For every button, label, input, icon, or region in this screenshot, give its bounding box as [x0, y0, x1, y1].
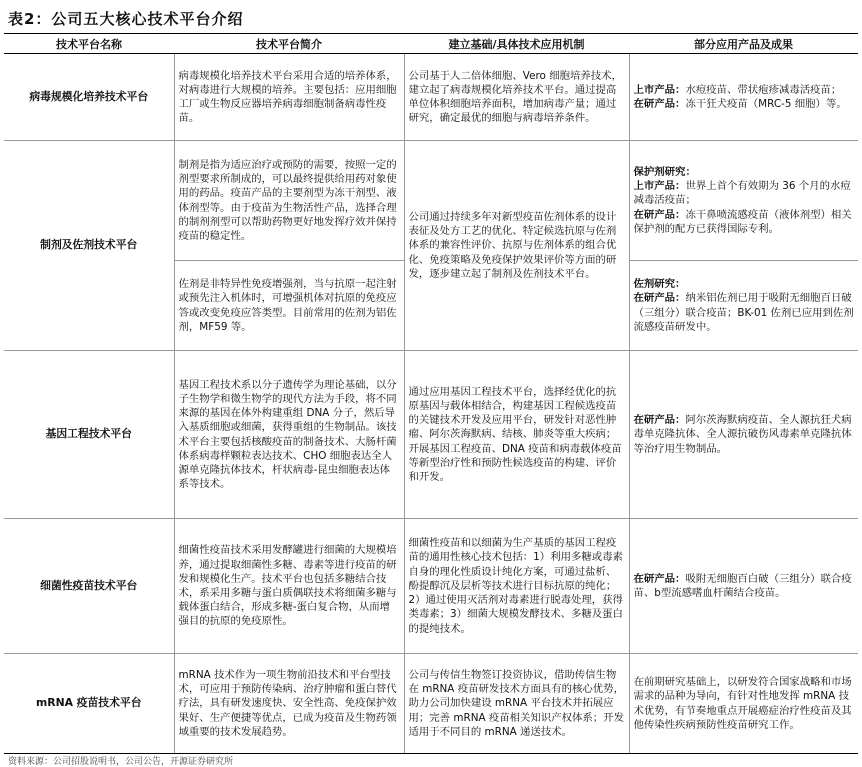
- header-row: [4, 34, 858, 54]
- table-row: [4, 54, 858, 141]
- platform-intro-formulation: 制剂是指为适应治疗或预防的需要，按照一定的剂型要求所制成的，可以最终提供给用药对象使用的药品。疫苗产品的主要剂型为冻干剂型、液体剂型等。由于疫苗为生物活性产品，选择合理的制剂剂型可以帮助药物更好地发挥疗效并保持疫苗的稳定性。: [174, 141, 404, 261]
- platform-results: 在前期研究基础上，以研发符合国家战略和市场需求的品种为导向，有针对性地发挥 mRNA 技术优势，有节奏地重点开展癌症治疗性疫苗及其他传染性疾病预防性疫苗研究工作。: [629, 654, 858, 754]
- platform-name: 细菌性疫苗技术平台: [4, 519, 174, 654]
- platform-name: 病毒规模化培养技术平台: [4, 54, 174, 141]
- header-basis: 建立基础/具体技术应用机制: [404, 34, 629, 54]
- platform-results: 在研产品：吸附无细胞百白破（三组分）联合疫苗、b型流感嗜血杆菌结合疫苗。: [629, 519, 858, 654]
- platform-name: 制剂及佐剂技术平台: [4, 141, 174, 351]
- header-platform-name: 技术平台名称: [4, 34, 174, 54]
- header-platform-intro: 技术平台简介: [174, 34, 404, 54]
- platform-basis: 公司基于人二倍体细胞、Vero 细胞培养技术，建立起了病毒规模化培养技术平台。通过提高单位体积细胞培养面积，增加病毒产量；通过研究，确定最优的细胞与病毒培养条件。: [404, 54, 629, 141]
- platform-intro: mRNA 技术作为一项生物前沿技术和平台型技术，可应用于预防传染病、治疗肿瘤和蛋白替代疗法，具有研发速度快、安全性高、免疫保护效果好、生产便捷等优点，已成为疫苗及生物药领域重要的技术发展趋势。: [174, 654, 404, 754]
- platform-table: [4, 34, 858, 754]
- platform-results: 在研产品：阿尔茨海默病疫苗、全人源抗狂犬病毒单克隆抗体、全人源抗破伤风毒素单克隆抗体等治疗用生物制品。: [629, 351, 858, 519]
- platform-name: 基因工程技术平台: [4, 351, 174, 519]
- table-row: [4, 519, 858, 654]
- platform-basis: 公司与传信生物签订投资协议，借助传信生物在 mRNA 疫苗研发技术方面具有的核心优势，助力公司加快建设 mRNA 平台技术并拓展应用；完善 mRNA 疫苗相关知识产权体系；开发适用于不同目的 mRNA 递送技术。: [404, 654, 629, 754]
- platform-intro-adjuvant: 佐剂是非特异性免疫增强剂，当与抗原一起注射或预先注入机体时，可增强机体对抗原的免疫应答或改变免疫应答类型。目前常用的佐剂为铝佐剂，MF59 等。: [174, 261, 404, 351]
- source-note: 资料来源：公司招股说明书，公司公告，开源证券研究所: [8, 757, 234, 767]
- platform-intro: 病毒规模化培养技术平台采用合适的培养体系，对病毒进行大规模的培养。主要包括：应用细胞工厂或生物反应器培养病毒细胞制备病毒性疫苗。: [174, 54, 404, 141]
- platform-basis: 细菌性疫苗和以细菌为生产基质的基因工程疫苗的通用性核心技术包括：1）利用多糖或毒素自身的理化性质设计纯化方案，可通过盐析、酚提醇沉及层析等技术进行目标抗原的纯化；2）通过使用灭活剂对毒素进行脱毒处理，获得类毒素；3）细菌大规模发酵技术、多糖及蛋白的提纯技术。: [404, 519, 629, 654]
- table-row: [4, 141, 858, 261]
- platform-results-adjuvant: 佐剂研究： 在研产品：纳米铝佐剂已用于吸附无细胞百日破（三组分）联合疫苗；BK-01 佐剂已应用到佐剂流感疫苗研发中。: [629, 261, 858, 351]
- platform-results-protectant: 保护剂研究： 上市产品：世界上首个有效期为 36 个月的水痘减毒活疫苗； 在研产品：冻干鼻喷流感疫苗（液体剂型）相关保护剂的配方已获得国际专利。: [629, 141, 858, 261]
- platform-name: mRNA 疫苗技术平台: [4, 654, 174, 754]
- table-row: [4, 351, 858, 519]
- platform-intro: 基因工程技术系以分子遗传学为理论基础，以分子生物学和微生物学的现代方法为手段，将不同来源的基因在体外构建重组 DNA 分子，然后导入基质细胞或细菌，获得重组的生物制品。该技术平台主要包括核酸疫苗的制备技术、大肠杆菌体系病毒样颗粒表达技术、CHO 细胞表达全人源单克隆抗体技术，杆状病毒-昆虫细胞表达体系等技术。: [174, 351, 404, 519]
- table-row: [4, 654, 858, 754]
- platform-basis: 通过应用基因工程技术平台，选择经优化的抗原基因与载体相结合，构建基因工程候选疫苗的关键技术开发及应用平台，研发针对恶性肿瘤、阿尔茨海默病、结核、肺炎等重大疾病；开展基因工程疫苗、DNA 疫苗和病毒载体疫苗等新型治疗性和预防性候选疫苗的构建、评价和开发。: [404, 351, 629, 519]
- platform-basis: 公司通过持续多年对新型疫苗佐剂体系的设计表征及处方工艺的优化、特定候选抗原与佐剂体系的兼容性评价、抗原与佐剂体系的组合优化、免疫策略及免疫保护效果评价等方面的研发，逐步建立起了制剂及佐剂技术平台。: [404, 141, 629, 351]
- platform-results: 上市产品：水痘疫苗、带状疱疹减毒活疫苗； 在研产品：冻干狂犬疫苗（MRC-5 细胞）等。: [629, 54, 858, 141]
- table-title: 表2：公司五大核心技术平台介绍: [8, 10, 244, 28]
- header-results: 部分应用产品及成果: [629, 34, 858, 54]
- platform-intro: 细菌性疫苗技术采用发酵罐进行细菌的大规模培养，通过提取细菌性多糖、毒素等进行疫苗的研发和规模化生产。技术平台也包括多糖结合技术，系采用多糖与蛋白质偶联技术将细菌多糖与载体蛋白结合，形成多糖-蛋白复合物，从而增强目的抗原的免疫原性。: [174, 519, 404, 654]
